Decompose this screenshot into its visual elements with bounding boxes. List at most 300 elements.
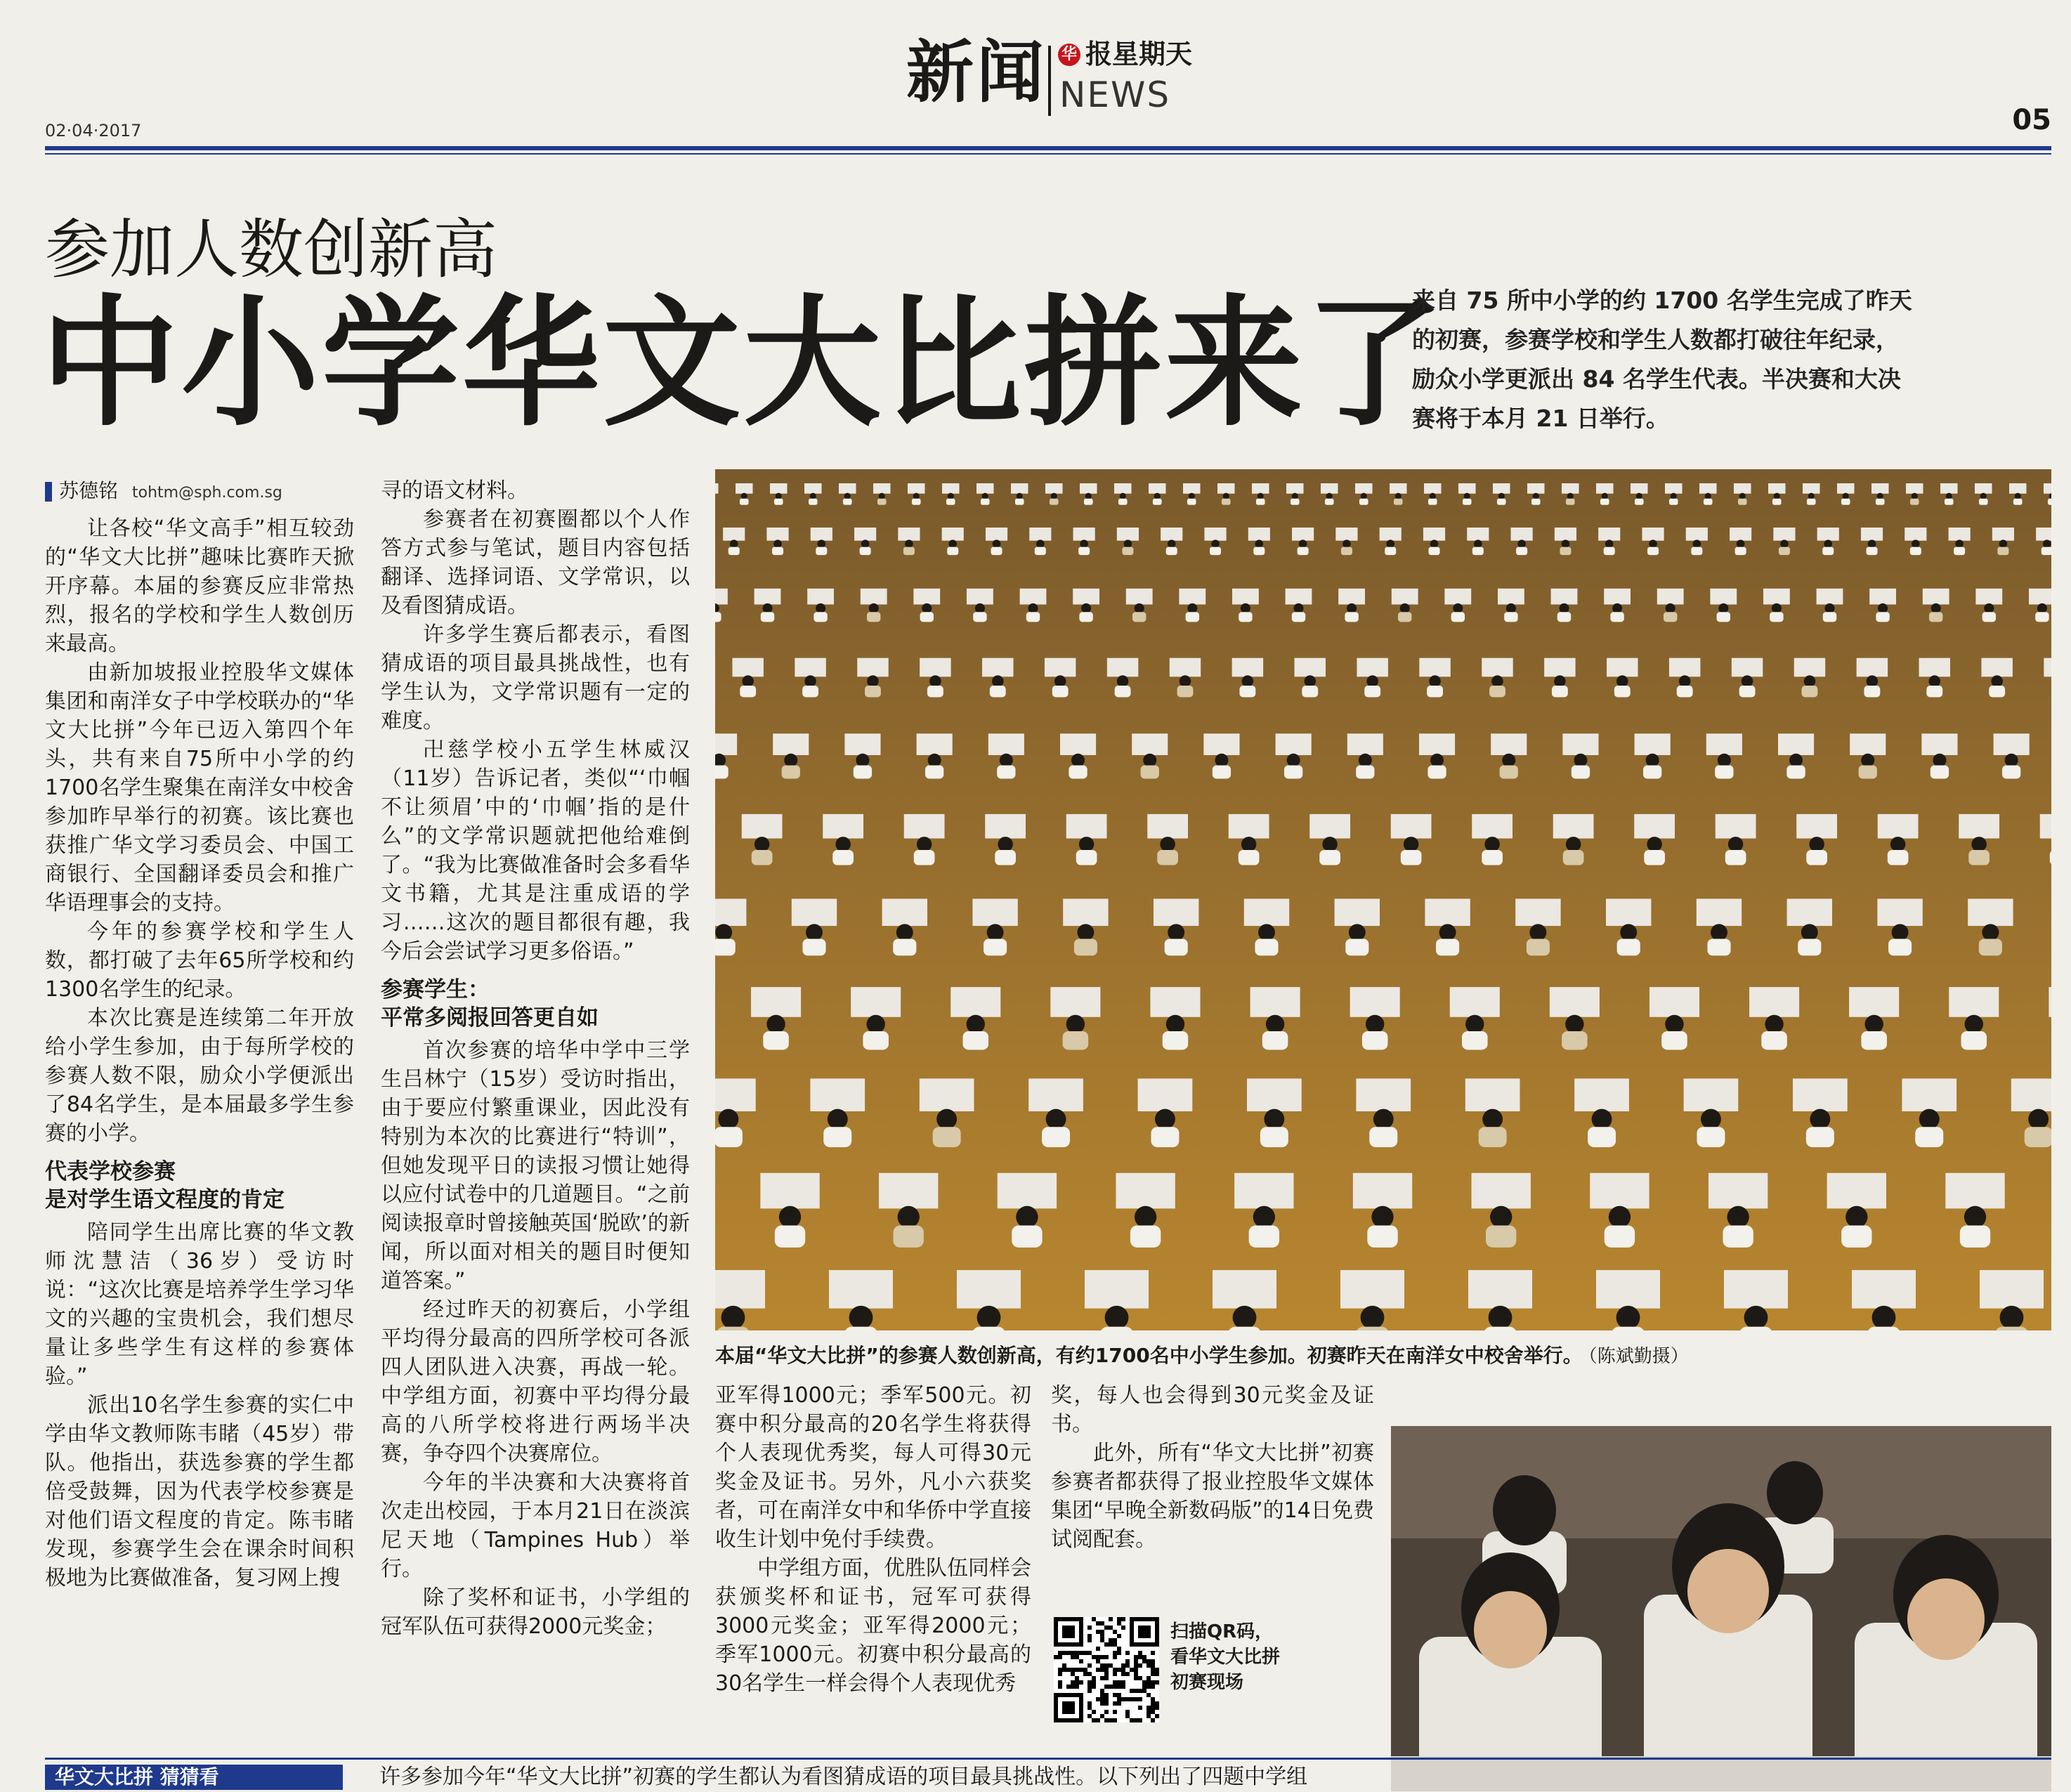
desk: [1467, 528, 1489, 541]
desk: [1732, 658, 1763, 677]
student-body: [1069, 766, 1087, 779]
student-body: [972, 1327, 1005, 1330]
student-head: [1765, 1015, 1783, 1033]
student-body: [1661, 1031, 1687, 1049]
student-head: [1718, 603, 1728, 613]
desk: [920, 1078, 974, 1111]
student-body: [2002, 766, 2020, 779]
student-body: [1500, 766, 1518, 779]
qr-module: [1075, 1676, 1079, 1680]
qr-module: [1142, 1680, 1146, 1685]
qr-module: [1138, 1697, 1142, 1701]
desk: [1419, 658, 1450, 677]
desk: [1684, 1078, 1739, 1111]
student-body: [2025, 1127, 2051, 1147]
desk: [1607, 658, 1638, 677]
desk: [1734, 483, 1751, 494]
qr-module: [1151, 1685, 1155, 1689]
qr-module: [1125, 1672, 1130, 1676]
student-body: [1605, 1226, 1635, 1248]
desk: [1468, 1270, 1532, 1309]
qr-module: [1100, 1689, 1104, 1693]
desk: [1391, 814, 1432, 839]
student-body: [715, 938, 736, 955]
desk: [908, 483, 925, 494]
desk: [873, 483, 891, 494]
qr-module: [1075, 1668, 1079, 1672]
student-head: [1085, 493, 1092, 499]
student-head: [1347, 603, 1357, 613]
student-head: [1028, 603, 1038, 613]
qr-module: [1117, 1668, 1121, 1672]
desk: [839, 483, 856, 494]
student-body: [1770, 612, 1783, 622]
student-body: [1486, 1226, 1516, 1248]
desk: [823, 814, 863, 839]
desk: [770, 483, 788, 494]
student-body: [1356, 1327, 1389, 1330]
student-body: [1132, 612, 1146, 622]
qr-module: [1104, 1655, 1109, 1659]
student-head: [977, 1306, 1001, 1330]
student-head: [779, 1206, 801, 1228]
student-body: [1989, 686, 2005, 698]
student-head: [1430, 539, 1439, 548]
desk: [1286, 589, 1312, 605]
student-body: [1647, 547, 1659, 556]
student-head: [784, 754, 797, 767]
student-body: [1484, 1327, 1517, 1330]
qr-module: [1130, 1689, 1134, 1693]
student-body: [1253, 547, 1265, 556]
student-body: [1707, 938, 1730, 955]
student-head: [898, 1206, 920, 1228]
student-head: [1744, 1306, 1768, 1330]
qr-caption: [1170, 1619, 1353, 1695]
qr-module: [1087, 1651, 1092, 1655]
qr-module: [1075, 1651, 1079, 1655]
student-head: [1554, 675, 1566, 687]
desk: [1011, 483, 1028, 494]
desk: [1852, 1270, 1916, 1309]
subheading: [381, 976, 690, 1032]
student-body: [1035, 547, 1046, 556]
qr-module: [1075, 1685, 1079, 1689]
student-head: [1430, 493, 1436, 499]
qr-module: [1151, 1706, 1155, 1710]
qr-module: [1087, 1634, 1092, 1638]
student-head: [1971, 837, 1986, 851]
qr-module: [1087, 1714, 1092, 1718]
student-head: [1223, 493, 1229, 499]
qr-module: [1096, 1697, 1100, 1701]
qr-module: [1121, 1685, 1125, 1689]
desk: [1380, 528, 1402, 541]
student-head: [1980, 493, 1987, 499]
paragraph: 由新加坡报业控股华文媒体集团和南洋女子中学校联办的“华文大比拼”今年已迈入第四个年头，共有来自75所中小学的约1700名学生聚集在南洋女中校舍参加昨早举行的初赛。该比赛也获推广华文学习委员会、中国工商银行、全国翻译委员会和推广华语理事会的支持。: [45, 660, 354, 915]
qr-module: [1151, 1672, 1155, 1676]
student-head: [967, 1015, 985, 1033]
student-head: [948, 493, 954, 499]
desk: [1425, 898, 1470, 926]
desk: [988, 733, 1024, 755]
student-body: [782, 766, 800, 779]
byline-email[interactable]: tohtm@sph.com.sg: [132, 484, 282, 502]
desk: [1515, 898, 1560, 926]
student-body: [1052, 686, 1069, 698]
qr-module: [1125, 1714, 1130, 1718]
inset-photo: [1391, 1426, 2051, 1791]
student-body: [1516, 547, 1527, 556]
student-head: [1326, 493, 1333, 499]
student-body: [1738, 499, 1747, 505]
qr-module: [1146, 1710, 1151, 1714]
student-body: [1076, 850, 1097, 865]
qr-module: [1104, 1710, 1109, 1714]
desk: [1252, 483, 1269, 494]
student-head: [1693, 539, 1701, 548]
qr-module: [1134, 1659, 1138, 1663]
qr-module: [1092, 1710, 1096, 1714]
qr-module: [1134, 1672, 1138, 1676]
student-body: [1163, 1031, 1189, 1049]
student-body: [802, 938, 825, 955]
qr-module: [1134, 1676, 1138, 1680]
student-head: [929, 675, 941, 687]
desk: [1138, 1078, 1193, 1111]
desk: [920, 658, 950, 677]
desk: [742, 814, 783, 839]
student-body: [1084, 499, 1093, 505]
student-body: [1806, 850, 1827, 865]
student-body: [1531, 499, 1541, 505]
student-head: [1609, 1206, 1631, 1228]
student-head: [987, 924, 1004, 941]
student-body: [893, 938, 916, 955]
student-body: [1479, 1127, 1507, 1147]
student-body: [715, 1127, 743, 1147]
desk: [1871, 483, 1889, 494]
student-body: [1213, 766, 1231, 779]
student-body: [1560, 547, 1571, 556]
qr-module: [1138, 1663, 1142, 1668]
student-body: [1015, 499, 1024, 505]
desk: [1045, 483, 1063, 494]
student-body: [1165, 938, 1188, 955]
desk: [1472, 1173, 1531, 1209]
desk: [754, 589, 781, 605]
qr-module: [1113, 1668, 1117, 1672]
qr-module: [1058, 1668, 1062, 1672]
student-body: [1807, 499, 1816, 505]
qr-module: [1138, 1689, 1142, 1693]
student-body: [1995, 1327, 2028, 1330]
desk: [1450, 987, 1500, 1017]
student-head: [1804, 675, 1816, 687]
desk: [1465, 1078, 1520, 1111]
student-head: [1189, 493, 1195, 499]
paragraph: 寻的语文材料。: [381, 478, 528, 503]
student-head: [1991, 675, 2003, 687]
student-body: [1463, 499, 1472, 505]
desk: [1906, 483, 1923, 494]
desk: [861, 589, 887, 605]
student-body: [1239, 686, 1255, 698]
student-head: [1877, 493, 1883, 499]
paragraph: 亚军得1000元；季军500元。初赛中积分最高的20名学生将获得个人表现优秀奖，每人可得30元奖金及证书。另外，凡小六获奖者，可在南洋女中和华侨中学直接收生计划中免付手续费。: [715, 1383, 1031, 1552]
student-head: [1861, 754, 1874, 767]
desk: [1590, 1173, 1649, 1209]
qr-module: [1146, 1659, 1151, 1663]
student-head: [1120, 493, 1126, 499]
student-body: [1042, 1127, 1070, 1147]
student-head: [1180, 675, 1191, 687]
student-body: [1429, 547, 1440, 556]
desk: [829, 1270, 893, 1309]
qr-module: [1117, 1647, 1121, 1651]
qr-module: [1117, 1651, 1121, 1655]
student-body: [894, 1226, 924, 1248]
student-body: [1255, 938, 1278, 955]
student-body: [1074, 938, 1097, 955]
desk: [1923, 589, 1949, 605]
student-head: [1166, 1015, 1184, 1033]
desk: [1778, 733, 1814, 755]
qr-module: [1096, 1718, 1100, 1722]
qr-module: [1096, 1630, 1100, 1634]
desk: [1234, 1173, 1293, 1209]
student-body: [1612, 1327, 1645, 1330]
student-body: [1802, 686, 1818, 698]
qr-module: [1100, 1655, 1104, 1659]
qr-module: [1087, 1626, 1092, 1630]
student-body: [1691, 547, 1702, 556]
qr-module: [1138, 1718, 1142, 1722]
paragraph: 许多学生赛后都表示，看图猜成语的项目最具挑战性，也有学生认为，文学常识题有一定的难度。: [381, 622, 690, 733]
student-body: [1527, 938, 1550, 955]
body-column-1: [45, 476, 354, 1592]
student-body: [1262, 1031, 1288, 1049]
student-body: [1635, 499, 1644, 505]
students-illustration: [1391, 1426, 2051, 1791]
desk: [1154, 898, 1198, 926]
desk: [1945, 1173, 2004, 1209]
student-head: [1124, 539, 1132, 548]
desk: [736, 483, 753, 494]
student-head: [1105, 1306, 1129, 1330]
student-head: [1867, 675, 1879, 687]
student-head: [1253, 1206, 1275, 1228]
student-head: [773, 539, 782, 548]
sidebar-text: 许多参加今年“华文大比拼”初赛的学生都认为看图猜成语的项目最具挑战性。以下列出了四题中学组: [379, 1765, 1308, 1789]
desk: [1321, 483, 1338, 494]
student-body: [1968, 850, 1990, 865]
student-head: [1079, 837, 1094, 851]
desk: [1724, 1270, 1788, 1309]
student-body: [2048, 499, 2051, 505]
desk: [2044, 658, 2051, 677]
news-label: NEWS: [1059, 74, 1171, 115]
student-head: [1255, 539, 1264, 548]
desk: [1066, 814, 1107, 839]
desk: [1992, 528, 2014, 541]
desk: [1356, 1078, 1411, 1111]
desk: [2049, 987, 2051, 1017]
desk: [1392, 589, 1418, 605]
student-body: [1362, 1031, 1388, 1049]
desk: [1183, 483, 1201, 494]
student-head: [1679, 675, 1691, 687]
desk: [1550, 987, 1600, 1017]
student-head: [1400, 603, 1410, 613]
main-photo: [715, 469, 2051, 1330]
student-body: [1451, 612, 1465, 622]
qr-module: [1117, 1680, 1121, 1685]
student-body: [1610, 612, 1624, 622]
student-head: [1774, 493, 1780, 499]
student-body: [1557, 612, 1571, 622]
student-head: [1984, 603, 1994, 613]
student-head: [1772, 603, 1782, 613]
qr-module: [1066, 1685, 1071, 1689]
student-head: [2015, 493, 2021, 499]
student-body: [715, 612, 721, 622]
student-body: [1677, 686, 1693, 698]
desk: [1763, 589, 1790, 605]
student-body: [1563, 850, 1584, 865]
qr-module: [1104, 1626, 1109, 1630]
desk: [879, 1173, 938, 1209]
qr-module: [1087, 1680, 1092, 1685]
student-head: [1491, 675, 1503, 687]
student-body: [1050, 499, 1059, 505]
desk: [1794, 658, 1825, 677]
qr-module: [1096, 1668, 1100, 1672]
desk: [1631, 483, 1648, 494]
desk: [1350, 987, 1400, 1017]
desk: [1921, 733, 1957, 755]
student-head: [2005, 754, 2018, 767]
student-head: [1258, 924, 1275, 941]
desk: [1126, 589, 1153, 605]
desk: [942, 528, 964, 541]
student-body: [1717, 612, 1730, 622]
qr-module: [1071, 1672, 1075, 1676]
student-body: [761, 612, 774, 622]
student-head: [1054, 675, 1066, 687]
student-body: [717, 1327, 750, 1330]
desk: [1309, 814, 1350, 839]
desk: [715, 1270, 765, 1309]
qr-module: [1058, 1685, 1062, 1689]
desk: [1458, 483, 1476, 494]
desk: [1150, 987, 1200, 1017]
kicker: 参加人数创新高: [45, 212, 498, 287]
desk: [2036, 528, 2051, 541]
student-head: [1299, 539, 1307, 548]
student-head: [1999, 539, 2008, 548]
qr-module: [1079, 1680, 1083, 1685]
desk: [1793, 1078, 1848, 1111]
student-body: [715, 766, 729, 779]
student-head: [1077, 924, 1094, 941]
student-body: [1153, 499, 1162, 505]
student-head: [818, 539, 826, 548]
qr-module: [1100, 1714, 1104, 1718]
qr-module: [1087, 1701, 1092, 1706]
student-head: [1602, 493, 1608, 499]
desk: [1338, 589, 1365, 605]
desk: [1390, 483, 1407, 494]
student-body: [1588, 1127, 1616, 1147]
student-head: [1292, 493, 1298, 499]
student-head: [1872, 1306, 1896, 1330]
student-head: [1533, 493, 1539, 499]
desk: [1132, 733, 1168, 755]
body-column-4: [1051, 1381, 1374, 1554]
student-head: [1404, 837, 1418, 851]
desk: [1020, 589, 1047, 605]
student-head: [1498, 493, 1505, 499]
student-head: [1843, 493, 1849, 499]
desk: [1114, 483, 1132, 494]
student-body: [1961, 1031, 1987, 1049]
qr-module: [1125, 1663, 1130, 1668]
qr-module: [1100, 1693, 1104, 1697]
student-head: [849, 1306, 873, 1330]
student-body: [1861, 1031, 1887, 1049]
desk: [1706, 733, 1742, 755]
qr-module: [1113, 1642, 1117, 1647]
qr-finder: [1062, 1626, 1075, 1638]
qr-module: [1121, 1617, 1125, 1621]
qr-module: [1109, 1617, 1113, 1621]
desk: [1147, 814, 1188, 839]
desk: [723, 528, 745, 541]
desk: [1857, 658, 1888, 677]
student-body: [1929, 612, 1942, 622]
student-head: [804, 675, 816, 687]
desk: [1232, 658, 1263, 677]
student-head: [754, 837, 769, 851]
student-head: [810, 493, 816, 499]
desk: [1340, 1270, 1404, 1309]
desk: [1657, 589, 1684, 605]
student-body: [865, 686, 881, 698]
student-body: [1735, 547, 1746, 556]
desk: [1347, 733, 1383, 755]
desk: [1710, 589, 1737, 605]
student-body: [867, 612, 880, 622]
qr-module: [1113, 1693, 1117, 1697]
qr-module: [1113, 1672, 1117, 1676]
subheading: [45, 1158, 354, 1214]
subheading-line: 参赛学生：: [381, 977, 490, 1002]
paragraph: 奖，每人也会得到30元奖金及证书。: [1051, 1383, 1374, 1437]
qr-module: [1087, 1672, 1092, 1676]
student-head: [1474, 539, 1482, 548]
qr-module: [1083, 1668, 1087, 1672]
student-body: [740, 686, 756, 698]
student-body: [809, 499, 818, 505]
qr-code-icon[interactable]: [1054, 1617, 1159, 1722]
qr-module: [1151, 1697, 1155, 1701]
masthead-divider: [1048, 46, 1051, 116]
desk: [1029, 528, 1051, 541]
student-body: [1822, 547, 1834, 556]
qr-module: [1096, 1621, 1100, 1626]
qr-module: [1066, 1651, 1071, 1655]
